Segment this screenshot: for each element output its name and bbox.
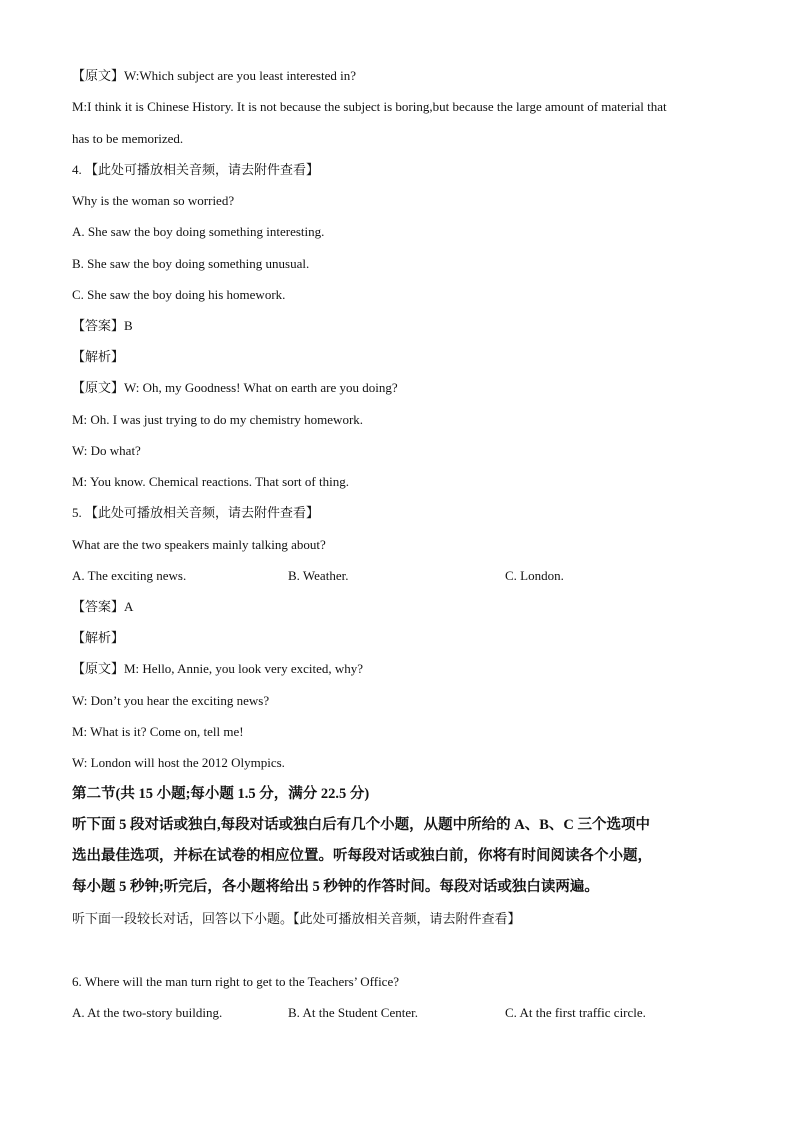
- answer-label: 【答案】A: [72, 599, 134, 614]
- section-heading: 第二节(共 15 小题;每小题 1.5 分，满分 22.5 分): [72, 786, 370, 802]
- text-line: 【原文】W:Which subject are you least interested in?: [72, 68, 356, 83]
- option-c: C. She saw the boy doing his homework.: [72, 287, 286, 302]
- option-c: C. At the first traffic circle.: [505, 1005, 646, 1020]
- transcript-line: 【原文】W: Oh, my Goodness! What on earth are you doing?: [72, 380, 398, 395]
- transcript-line: W: Don’t you hear the exciting news?: [72, 693, 270, 708]
- question-5-stem: What are the two speakers mainly talking about?: [72, 537, 326, 552]
- section-instructions: 选出最佳选项，并标在试卷的相应位置。听每段对话或独白前，你将有时间阅读各个小题，: [72, 848, 652, 864]
- option-c: C. London.: [505, 568, 564, 583]
- transcript-line: 【原文】M: Hello, Annie, you look very excited, why?: [72, 661, 364, 676]
- option-a: A. At the two-story building.: [72, 1005, 223, 1020]
- option-b: B. She saw the boy doing something unusual.: [72, 256, 310, 271]
- question-4-stem: Why is the woman so worried?: [72, 193, 235, 208]
- option-b: B. Weather.: [288, 568, 349, 583]
- transcript-line: W: London will host the 2012 Olympics.: [72, 755, 285, 770]
- answer-label: 【答案】B: [72, 318, 133, 333]
- text-line: M:I think it is Chinese History. It is not because the subject is boring,but because the large amount of material that: [72, 99, 667, 114]
- option-a: A. She saw the boy doing something interesting.: [72, 224, 325, 239]
- option-a: A. The exciting news.: [72, 568, 187, 583]
- question-4-header: 4. 【此处可播放相关音频，请去附件查看】: [72, 162, 320, 177]
- section-instructions: 每小题 5 秒钟;听完后，各小题将给出 5 秒钟的作答时间。每段对话或独白读两遍。: [72, 879, 599, 895]
- text-line: has to be memorized.: [72, 131, 184, 146]
- transcript-line: M: What is it? Come on, tell me!: [72, 724, 244, 739]
- listening-instruction: 听下面一段较长对话，回答以下小题。【此处可播放相关音频，请去附件查看】: [72, 911, 521, 926]
- question-5-header: 5. 【此处可播放相关音频，请去附件查看】: [72, 505, 320, 520]
- transcript-line: M: You know. Chemical reactions. That sort of thing.: [72, 474, 349, 489]
- section-instructions: 听下面 5 段对话或独白,每段对话或独白后有几个小题，从题中所给的 A、B、C 三个选项中: [72, 817, 650, 833]
- analysis-label: 【解析】: [72, 349, 125, 364]
- option-b: B. At the Student Center.: [288, 1005, 418, 1020]
- analysis-label: 【解析】: [72, 630, 125, 645]
- transcript-line: M: Oh. I was just trying to do my chemistry homework.: [72, 412, 364, 427]
- transcript-line: W: Do what?: [72, 443, 141, 458]
- question-6-stem: 6. Where will the man turn right to get to the Teachers’ Office?: [72, 974, 399, 989]
